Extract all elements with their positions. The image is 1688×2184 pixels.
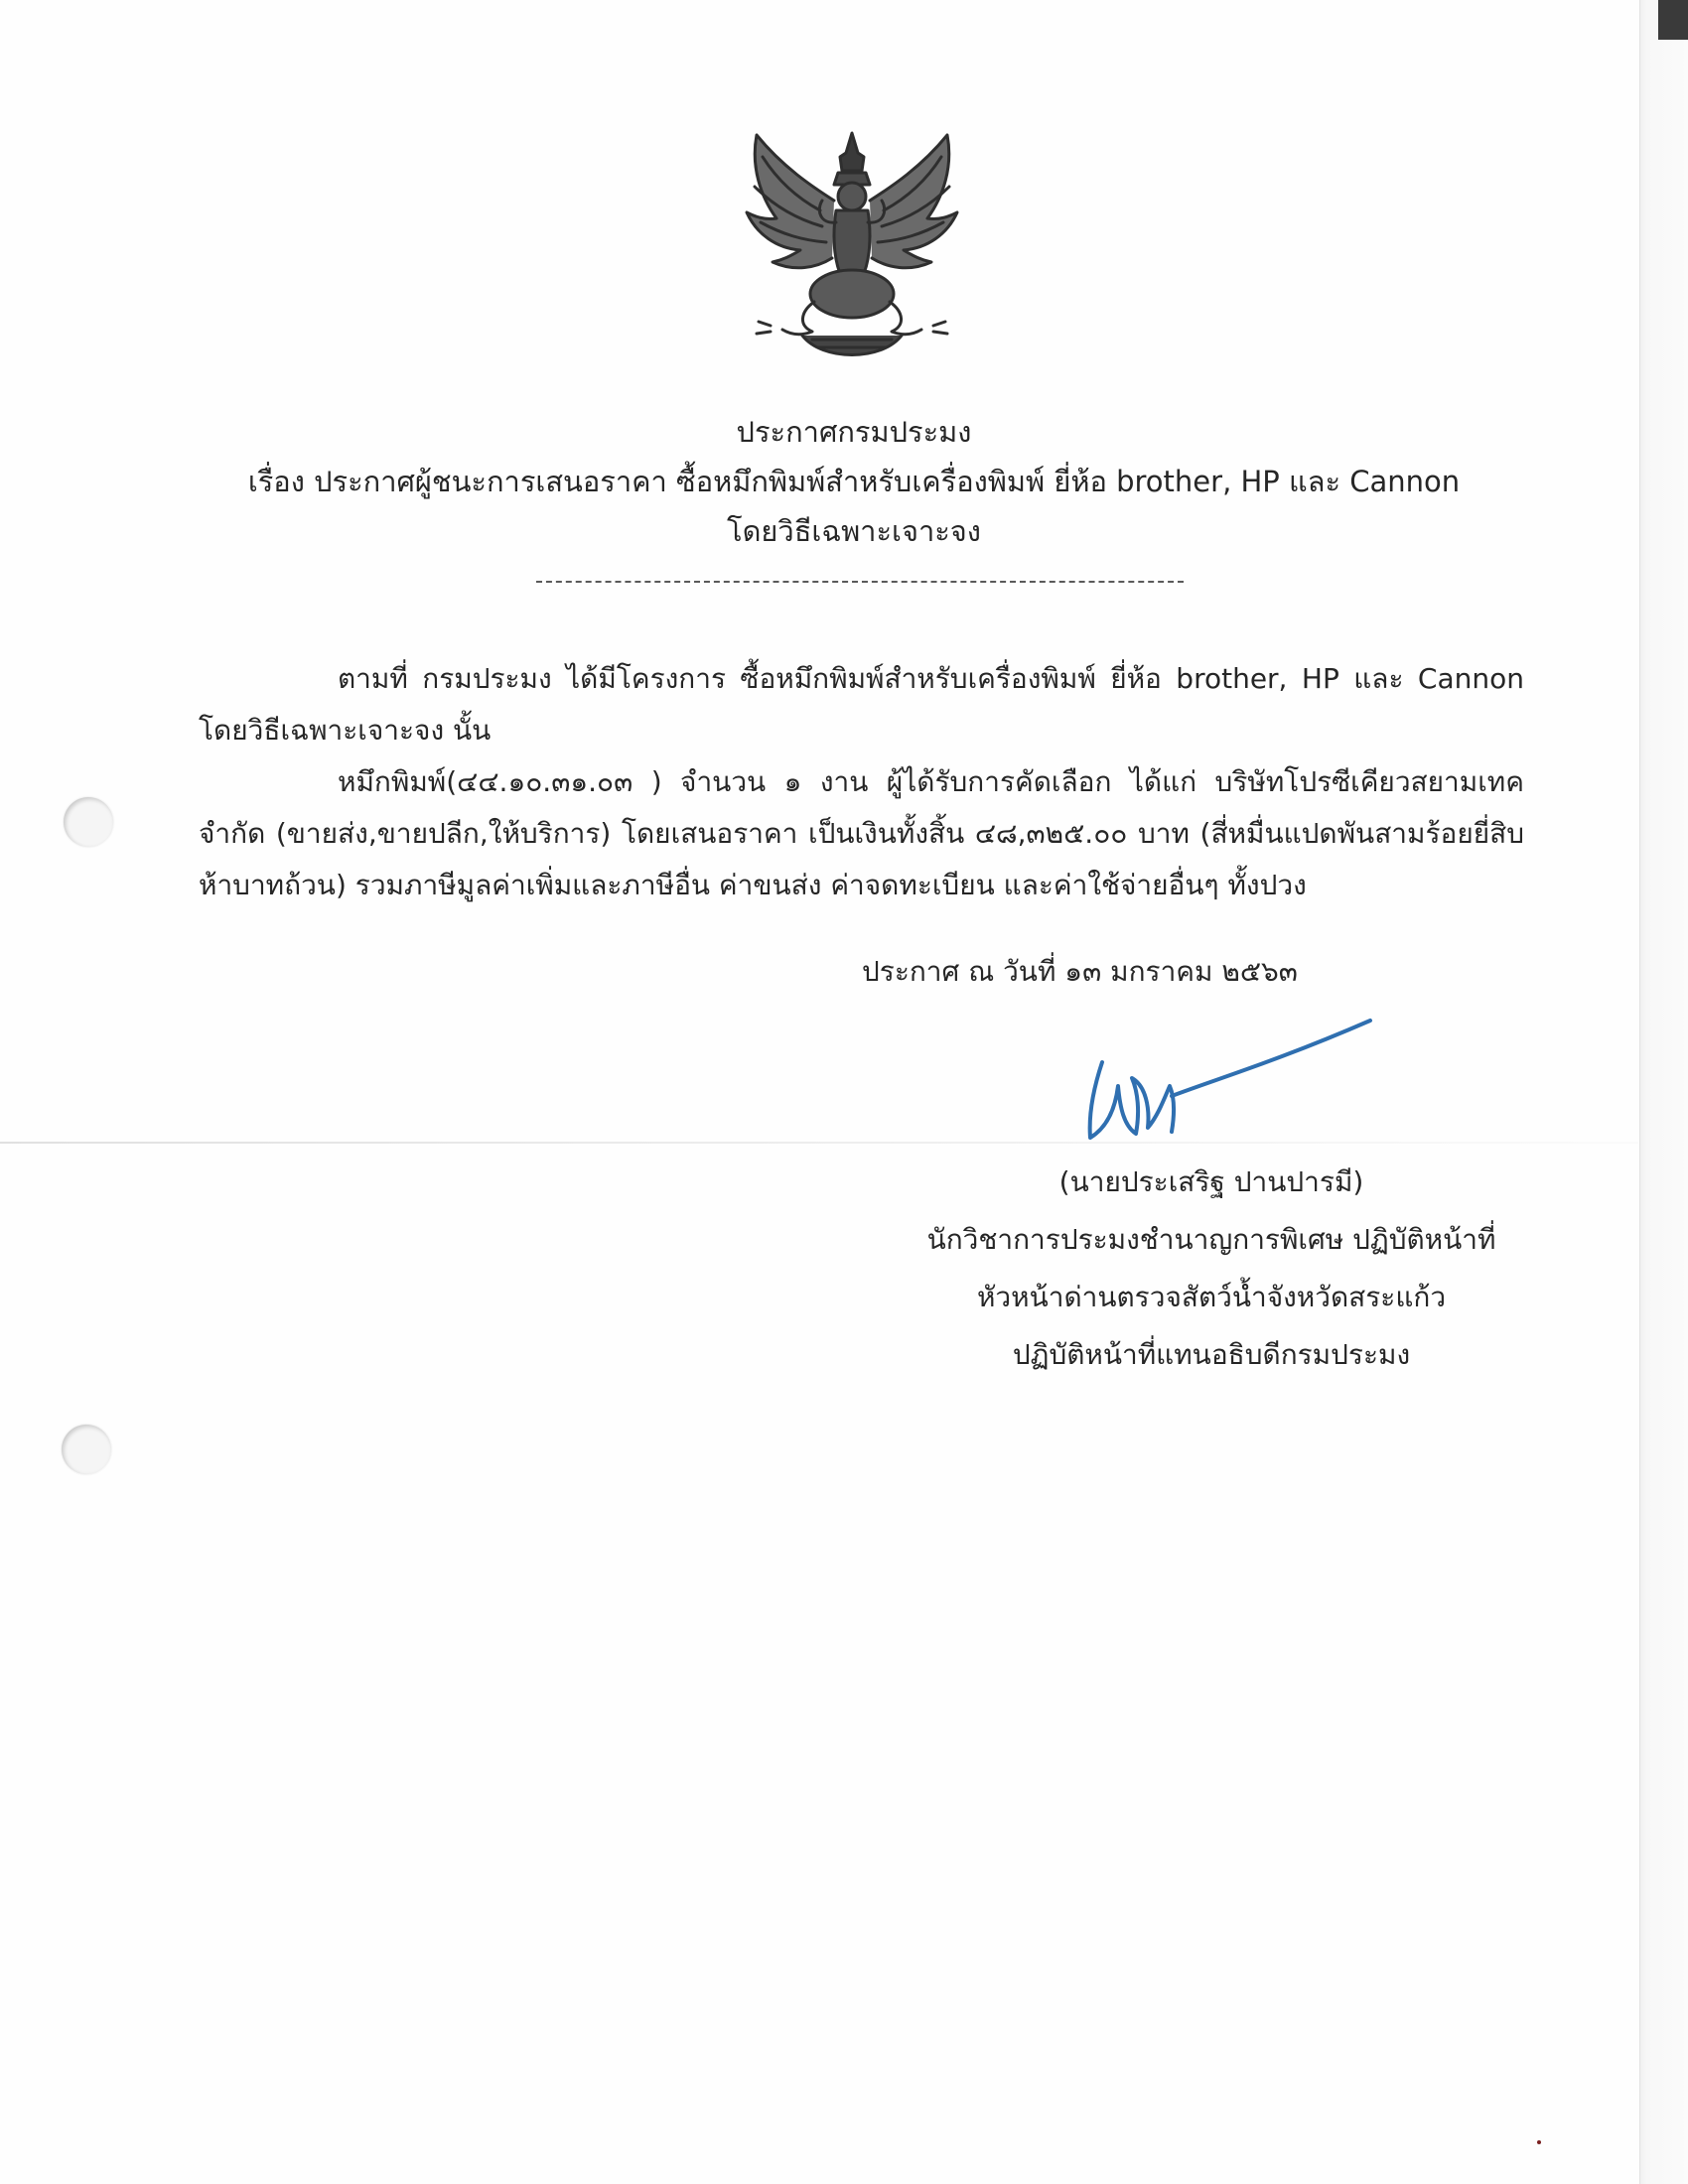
signatory-position-2: หัวหน้าด่านตรวจสัตว์น้ำจังหวัดสระแก้ว bbox=[976, 1281, 1447, 1313]
punch-hole-bottom bbox=[62, 1425, 111, 1474]
procurement-method: โดยวิธีเฉพาะเจาะจง bbox=[727, 514, 981, 548]
scan-edge bbox=[1639, 0, 1688, 2184]
handwritten-signature bbox=[1080, 1017, 1378, 1156]
punch-hole-top bbox=[64, 797, 113, 847]
signatory-position-1: นักวิชาการประมงชำนาญการพิเศษ ปฏิบัติหน้าที่ bbox=[926, 1223, 1496, 1256]
scan-corner bbox=[1658, 0, 1688, 40]
signatory-block bbox=[894, 1154, 1529, 1384]
garuda-emblem-icon bbox=[743, 127, 961, 361]
agency-title: ประกาศกรมประมง bbox=[736, 415, 972, 449]
body-paragraph-1: ตามที่ กรมประมง ได้มีโครงการ ซื้อหมึกพิมพ์สำหรับเครื่องพิมพ์ ยี่ห้อ brother, HP และ Cannon โดยวิธีเฉพาะเจาะจง นั้น bbox=[199, 662, 1524, 747]
body-paragraph-2: หมึกพิมพ์(๔๔.๑๐.๓๑.๐๓ ) จำนวน ๑ งาน ผู้ได้รับการคัดเลือก ได้แก่ บริษัทโปรซีเคียวสยามเทค จำกัด (ขายส่ง,ขายปลีก,ให้บริการ) โดยเสนอราคา เป็นเงินทั้งสิ้น ๔๘,๓๒๕.๐๐ บาท (สี่หมื่นแปดพันสามร้อยยี่สิบห้าบาทถ้วน) รวมภาษีมูลค่าเพิ่มและภาษีอื่น ค่าขนส่ง ค่าจดทะเบียน และค่าใช้จ่ายอื่นๆ ทั้งปวง bbox=[199, 765, 1524, 901]
signatory-position-3: ปฏิบัติหน้าที่แทนอธิบดีกรมประมง bbox=[1012, 1338, 1411, 1371]
ink-speck bbox=[1537, 2140, 1541, 2144]
announcement-date: ประกาศ ณ วันที่ ๑๓ มกราคม ๒๕๖๓ bbox=[862, 955, 1298, 988]
announcement-body bbox=[199, 653, 1524, 911]
subject-line: เรื่อง ประกาศผู้ชนะการเสนอราคา ซื้อหมึกพิมพ์สำหรับเครื่องพิมพ์ ยี่ห้อ brother, HP และ Cannon bbox=[247, 465, 1461, 498]
signatory-name: (นายประเสริฐ ปานปารมี) bbox=[1058, 1165, 1364, 1198]
title-divider bbox=[536, 581, 1184, 583]
title-block bbox=[149, 407, 1559, 556]
paper-fold bbox=[0, 1142, 1638, 1144]
